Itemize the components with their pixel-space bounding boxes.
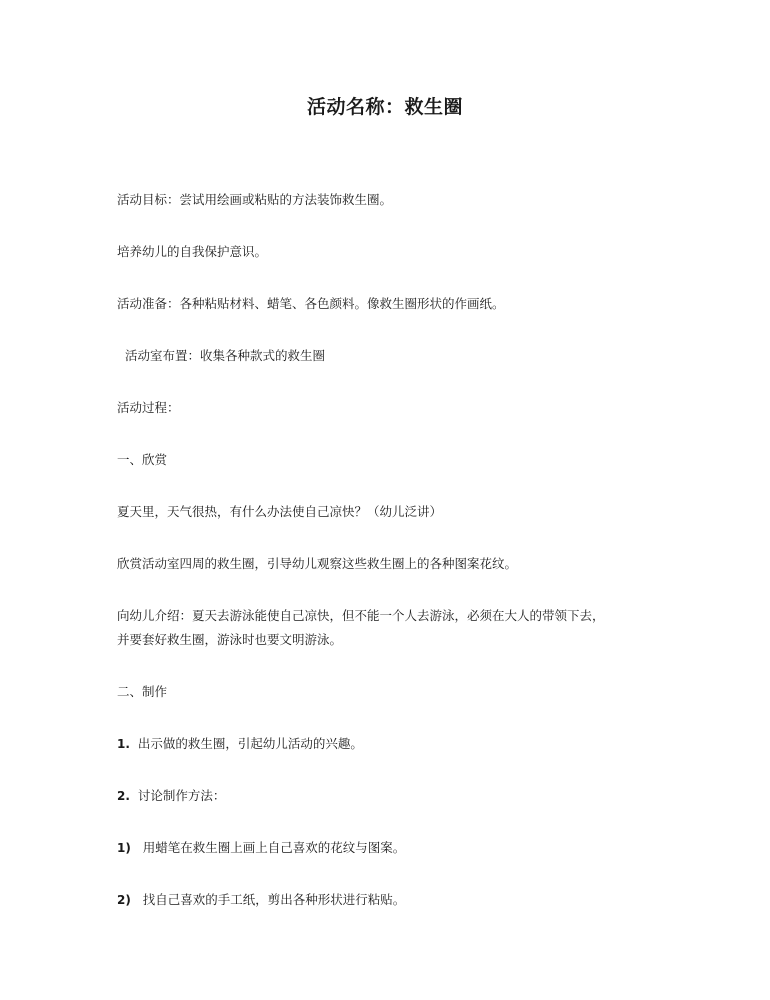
substep-2-text: 找自己喜欢的手工纸，剪出各种形状进行粘贴。: [142, 892, 406, 907]
activity-goal: 活动目标：尝试用绘画或粘贴的方法装饰救生圈。: [117, 192, 393, 207]
room-setup: 活动室布置：收集各种款式的救生圈: [125, 348, 326, 363]
section-appreciate-heading: 一、欣赏: [117, 452, 168, 467]
substep-1: [117, 834, 657, 862]
activity-goal-2: 培养幼儿的自我保护意识。: [117, 244, 268, 259]
document-title: 活动名称：救生圈: [306, 96, 463, 118]
substep-1-number: 1): [117, 841, 131, 855]
section-make-heading: 二、制作: [117, 684, 168, 699]
activity-process-heading: 活动过程：: [117, 400, 180, 415]
step-2-text: 讨论制作方法：: [137, 788, 226, 803]
intro-line-1: 向幼儿介绍：夏天去游泳能使自己凉快，但不能一个人去游泳，必须在大人的带领下去，: [117, 608, 605, 623]
step-1-text: 出示做的救生圈，引起幼儿活动的兴趣。: [137, 736, 363, 751]
step-1-number: 1.: [117, 737, 130, 751]
step-1: [117, 730, 657, 758]
substep-2: [117, 886, 657, 914]
substep-1-text: 用蜡笔在救生圈上画上自己喜欢的花纹与图案。: [142, 840, 406, 855]
step-2-number: 2.: [117, 789, 130, 803]
step-2: [117, 782, 657, 810]
question-summer: 夏天里，天气很热，有什么办法使自己凉快？（幼儿泛讲）: [117, 504, 443, 519]
intro-line-2: 并要套好救生圈，游泳时也要文明游泳。: [117, 632, 343, 647]
activity-preparation: 活动准备：各种粘贴材料、蜡笔、各色颜料。像救生圈形状的作画纸。: [117, 296, 505, 311]
substep-2-number: 2): [117, 893, 131, 907]
appreciate-rings: 欣赏活动室四周的救生圈，引导幼儿观察这些救生圈上的各种图案花纹。: [117, 556, 518, 571]
